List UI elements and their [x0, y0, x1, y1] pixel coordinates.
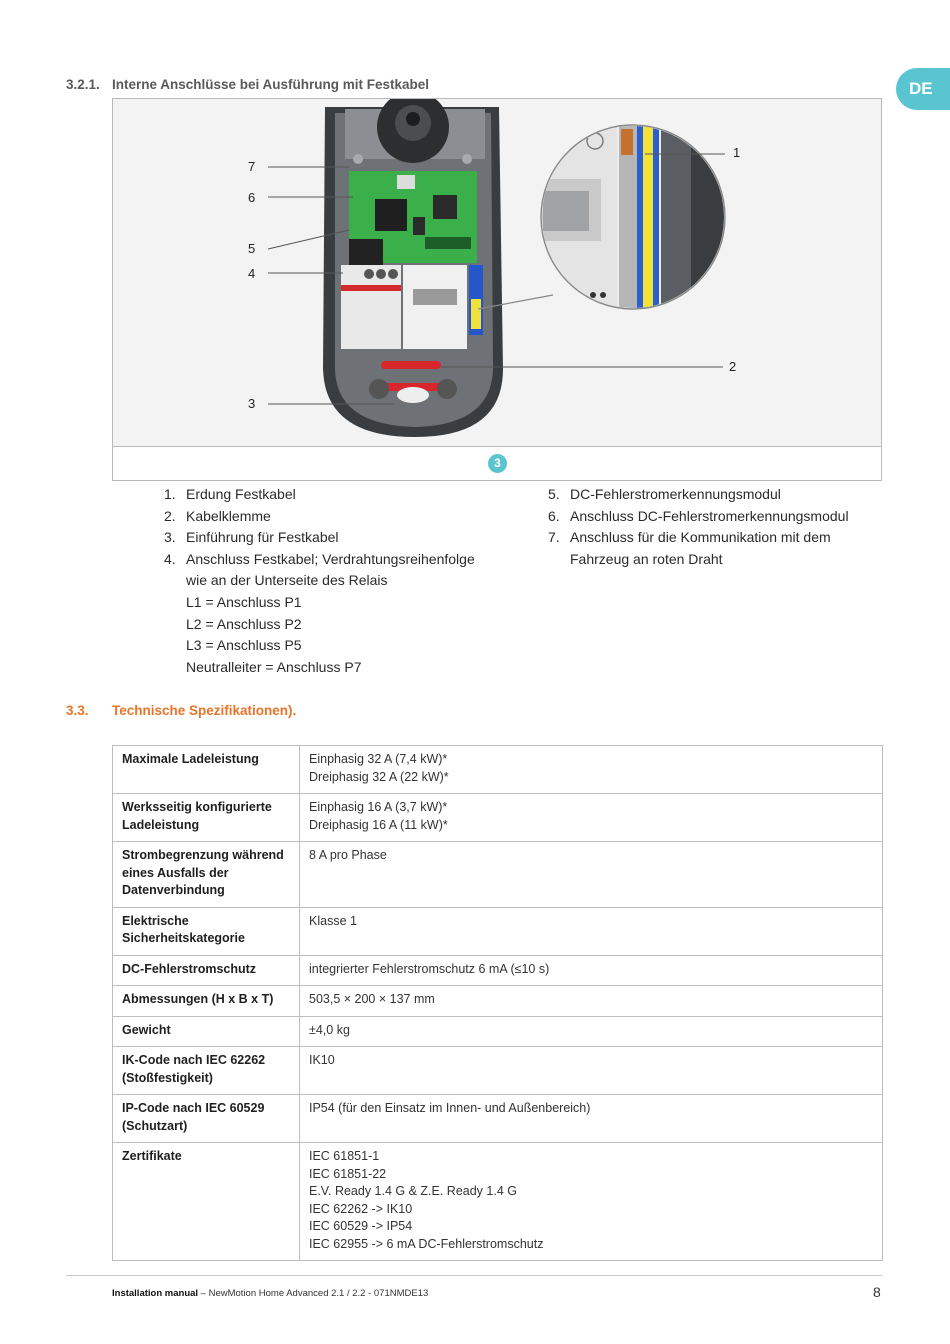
spec-value-line: Dreiphasig 32 A (22 kW)* — [309, 769, 449, 784]
callout-3: 3 — [248, 396, 256, 411]
section-title: Interne Anschlüsse bei Ausführung mit Festkabel — [112, 77, 430, 92]
callout-2: 2 — [729, 359, 737, 374]
footer-doc-info: – NewMotion Home Advanced 2.1 / 2.2 - 071NMDE13 — [198, 1288, 429, 1299]
spec-key: Abmessungen (H x B x T) — [113, 986, 300, 1017]
list-item-continuation: L1 = Anschluss P1 — [186, 593, 302, 610]
section-heading-321 — [66, 77, 429, 92]
table-row — [113, 1047, 883, 1095]
table-row — [113, 1016, 883, 1047]
spec-value — [300, 1095, 883, 1143]
spec-value-line: 8 A pro Phase — [309, 848, 387, 862]
spec-value-line: IK10 — [309, 1053, 335, 1067]
list-item: 1. Erdung Festkabel — [164, 486, 296, 502]
list-item-continuation: Fahrzeug an roten Draht — [570, 550, 723, 567]
spec-value — [300, 1016, 883, 1047]
spec-value-line: IEC 61851-1 — [309, 1149, 380, 1163]
table-row — [113, 986, 883, 1017]
spec-value-line: IEC 61851-22 — [309, 1166, 387, 1181]
list-item: 5. DC-Fehlerstromerkennungsmodul — [548, 486, 781, 502]
spec-value-line: Dreiphasig 16 A (11 kW)* — [309, 817, 448, 832]
figure-caption-bar — [113, 446, 881, 480]
spec-value-line: Klasse 1 — [309, 913, 357, 928]
spec-value — [300, 746, 883, 794]
list-item-continuation: L3 = Anschluss P5 — [186, 637, 302, 654]
callout-5: 5 — [248, 241, 256, 256]
spec-table — [112, 745, 883, 1261]
footer-doc-type: Installation manual — [112, 1288, 199, 1299]
spec-value — [300, 986, 883, 1017]
spec-value-line: E.V. Ready 1.4 G & Z.E. Ready 1.4 G — [309, 1184, 517, 1198]
table-row — [113, 1095, 883, 1143]
spec-value-line: Einphasig 32 A (7,4 kW)* — [309, 752, 448, 766]
table-row — [113, 794, 883, 842]
spec-value — [300, 842, 883, 908]
spec-value-line: IP54 (für den Einsatz im Innen- und Außenbereich) — [309, 1101, 591, 1115]
spec-value — [300, 794, 883, 842]
spec-value — [300, 1143, 883, 1261]
spec-value — [300, 1047, 883, 1095]
list-item: 3. Einführung für Festkabel — [164, 529, 339, 546]
figure-panel — [112, 98, 882, 481]
callout-6: 6 — [248, 190, 256, 205]
section-number: 3.3. — [66, 703, 89, 718]
spec-value-line: Einphasig 16 A (3,7 kW)* — [309, 800, 448, 814]
list-item: 7. Anschluss für die Kommunikation mit dem — [548, 529, 831, 546]
wallbox-internal-illustration — [113, 99, 881, 449]
spec-value — [300, 907, 883, 955]
list-item: 2. Kabelklemme — [164, 507, 271, 524]
spec-key: Maximale Ladeleistung — [113, 746, 300, 794]
list-item: 4. Anschluss Festkabel; Verdrahtungsreihenfolge — [164, 550, 475, 567]
spec-value-line: ±4,0 kg — [309, 1022, 350, 1037]
section-title: Technische Spezifikationen). — [112, 703, 297, 718]
spec-key: Werksseitig konfigurierte Ladeleistung — [113, 794, 300, 842]
table-row — [113, 842, 883, 908]
spec-key: IK-Code nach IEC 62262 (Stoßfestigkeit) — [113, 1047, 300, 1095]
footer-text — [112, 1288, 428, 1299]
section-number: 3.2.1. — [66, 77, 100, 92]
page-number: 8 — [873, 1284, 881, 1300]
table-row — [113, 1143, 883, 1261]
callout-4: 4 — [248, 266, 256, 281]
spec-key: IP-Code nach IEC 60529 (Schutzart) — [113, 1095, 300, 1143]
spec-key: Zertifikate — [113, 1143, 300, 1261]
list-item-continuation: wie an der Unterseite des Relais — [186, 572, 388, 589]
footer-divider — [66, 1275, 882, 1276]
table-row — [113, 907, 883, 955]
callout-7: 7 — [248, 159, 256, 174]
spec-key: Gewicht — [113, 1016, 300, 1047]
list-item-continuation: Neutralleiter = Anschluss P7 — [186, 658, 362, 675]
list-item: 6. Anschluss DC-Fehlerstromerkennungsmodul — [548, 507, 849, 524]
table-row — [113, 746, 883, 794]
language-badge: DE — [896, 68, 950, 110]
spec-key: Elektrische Sicherheitskategorie — [113, 907, 300, 955]
spec-key: DC-Fehlerstromschutz — [113, 955, 300, 986]
legend-list-right — [548, 484, 878, 570]
spec-value-line: IEC 62955 -> 6 mA DC-Fehlerstromschutz — [309, 1236, 544, 1251]
list-item-continuation: L2 = Anschluss P2 — [186, 615, 302, 632]
spec-value-line: IEC 60529 -> IP54 — [309, 1219, 413, 1233]
callout-1: 1 — [733, 145, 741, 160]
spec-key: Strombegrenzung während eines Ausfalls der Datenverbindung — [113, 842, 300, 908]
section-heading-33 — [66, 703, 296, 718]
spec-value-line: integrierter Fehlerstromschutz 6 mA (≤10 s) — [309, 961, 550, 976]
spec-value-line: IEC 62262 -> IK10 — [309, 1201, 413, 1216]
spec-value — [300, 955, 883, 986]
legend-list-left — [164, 484, 514, 678]
spec-value-line: 503,5 × 200 × 137 mm — [309, 992, 435, 1006]
figure-number-badge: 3 — [488, 454, 507, 473]
table-row — [113, 955, 883, 986]
